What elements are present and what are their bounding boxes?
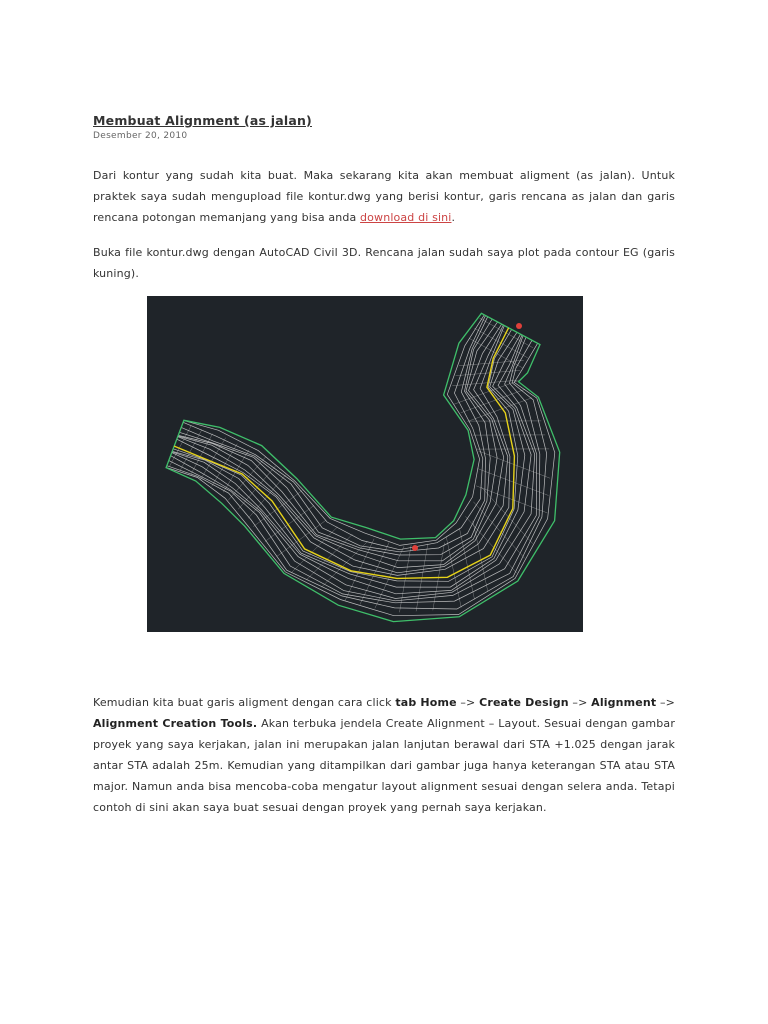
survey-marker <box>412 545 418 551</box>
terrain-hatch-line <box>277 520 326 556</box>
steps-arrow-2: –> <box>568 696 592 709</box>
paragraph-alignment-steps <box>93 692 675 818</box>
contour-map-drawing <box>147 296 583 632</box>
paragraph-intro-text: Dari kontur yang sudah kita buat. Maka sekarang kita akan membuat aligment (as jalan). Untuk praktek saya sudah mengupload file kontur.dwg yang berisi kontur, garis rencana as jalan dan garis rencana potongan memanjang yang bisa anda <box>93 169 675 224</box>
terrain-hatch-line <box>456 370 521 375</box>
post-title[interactable]: Membuat Alignment (as jalan) <box>93 113 312 128</box>
steps-text-2: Akan terbuka jendela Create Alignment – Layout. Sesuai dengan gambar proyek yang saya kerjakan, jalan ini merupakan jalan lanjutan berawal dari STA +1.025 dengan jarak antar STA adalah 25m. Kemudian yang ditampilkan dari gambar juga hanya keterangan STA atau STA major. Namun anda bisa mencoba-coba mengatur layout alignment sesuai dengan selera anda. Tetapi contoh di sini akan saya buat sesuai dengan proyek yang pernah saya kerjakan. <box>93 717 675 814</box>
menu-path-alignment: Alignment <box>591 696 657 709</box>
contour-map-image <box>147 296 583 632</box>
menu-path-create-design: Create Design <box>479 696 569 709</box>
survey-marker <box>516 323 522 329</box>
terrain-hatch-line <box>454 381 518 405</box>
terrain-hatch-line <box>433 543 445 611</box>
post-date: Desember 20, 2010 <box>93 131 188 141</box>
paragraph-intro <box>93 165 675 228</box>
contour-line <box>166 343 555 615</box>
paragraph-intro-end: . <box>451 211 456 224</box>
contour-line <box>173 329 518 581</box>
terrain-hatch-line <box>212 444 238 487</box>
terrain-hatch-line <box>265 505 314 541</box>
paragraph-open-file: Buka file kontur.dwg dengan AutoCAD Civil 3D. Rencana jalan sudah saya plot pada contour EG (garis kuning). <box>93 246 675 280</box>
steps-arrow-3: –> <box>656 696 676 709</box>
menu-path-tab-home: tab Home <box>395 696 457 709</box>
contour-line <box>181 317 488 552</box>
steps-text-1: Kemudian kita buat garis aligment dengan cara click <box>93 696 396 709</box>
article <box>93 112 675 818</box>
steps-arrow-1: –> <box>456 696 480 709</box>
menu-path-alignment-creation-tools: Alignment Creation Tools. <box>93 717 258 730</box>
contour-line <box>179 319 492 555</box>
terrain-hatch-line <box>307 534 353 580</box>
contour-line <box>183 316 485 550</box>
download-link[interactable]: download di sini <box>360 211 452 224</box>
contour-line <box>178 325 508 573</box>
